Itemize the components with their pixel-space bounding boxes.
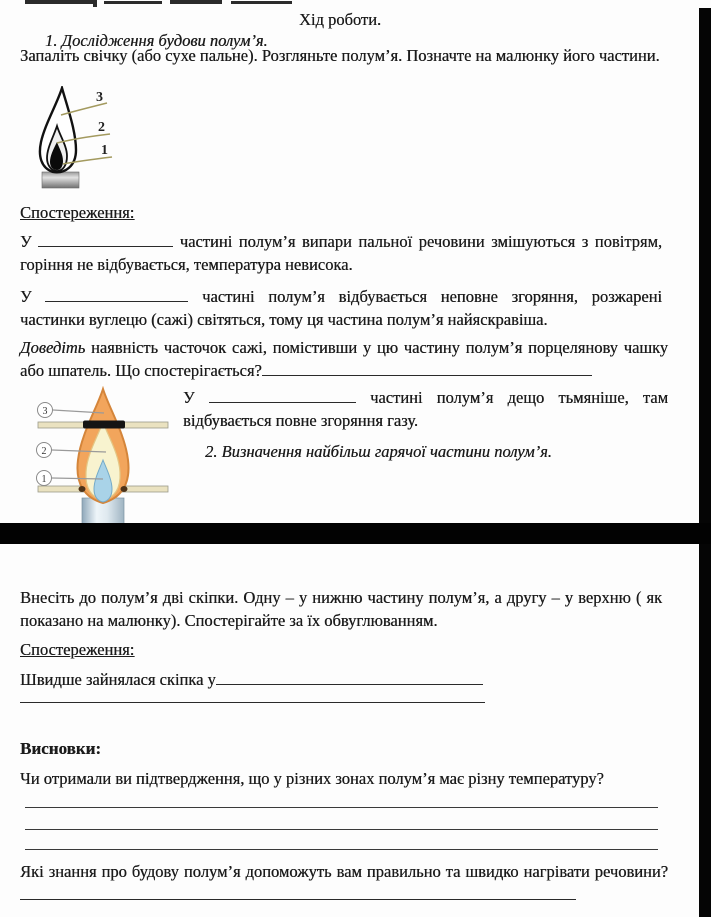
prove-rest: наявність часточок сажі, помістивши у цю частину полум’я порцелянову чашку або шпатель. Що спостерігається? — [20, 338, 669, 380]
burner-zone-label-3: 3 — [42, 406, 48, 417]
task-2-heading: 2. Визначення найбільш гарячої частини полум’я. — [205, 442, 552, 461]
blank-line — [20, 884, 576, 900]
blank-line — [262, 360, 592, 376]
fill-in-paragraph-2 — [20, 285, 662, 331]
fill3-lead: У — [183, 388, 195, 407]
task-2-instructions: Внесіть до полум’я дві скіпки. Одну – у нижню частину полум’я, а другу – у верхню ( як показано на малюнку). Спостерігайте за їх обвуглюванням. — [20, 588, 662, 630]
blank-line — [209, 387, 356, 403]
scan-edge-right — [699, 8, 711, 917]
answer-rule-1 — [25, 807, 658, 808]
answer-rule-3 — [25, 849, 658, 850]
conclusion-question-1: Чи отримали ви підтвердження, що у різних зонах полум’я має різну температуру? — [20, 769, 604, 788]
burner-flame-figure — [25, 386, 180, 526]
observations-heading-2: Спостереження: — [20, 640, 135, 659]
blank-line — [216, 669, 483, 685]
burner-zone-label-1: 1 — [41, 474, 47, 485]
task-1-instructions: Запаліть свічку (або сухе пальне). Розгляньте полум’я. Позначте на малюнку його частини. — [20, 46, 660, 65]
candle-flame-figure — [33, 86, 133, 192]
candle-zone-label-1: 1 — [101, 143, 108, 158]
blank-line — [38, 231, 173, 247]
blank-line — [20, 702, 485, 703]
observations-heading-1: Спостереження: — [20, 203, 135, 222]
candle-zone-label-3: 3 — [96, 90, 103, 105]
circled-zone-labels — [37, 403, 53, 486]
fill2-rest: частині полум’я відбувається неповне згоряння, розжарені частинки вуглецю (сажі) світяться, тому ця частина полум’я найяскравіша. — [20, 287, 663, 329]
splint-char-mark-left — [79, 486, 86, 492]
upper-splint-charred-segment — [83, 421, 125, 429]
fill3-rest: частині полум’я дещо тьмяніше, там відбувається повне згоряння газу. — [183, 388, 669, 430]
prove-paragraph — [20, 336, 668, 382]
answer-rule-2 — [25, 829, 658, 830]
conclusion-question-2 — [20, 860, 668, 906]
fill1-rest: частині полум’я випари пальної речовини змішуються з повітрям, горіння не відбувається, температура невисока. — [20, 232, 663, 274]
result-lead: Швидше зайнялася скіпка у — [20, 670, 216, 689]
fill1-lead: У — [20, 232, 32, 251]
splint-char-mark-right — [121, 486, 128, 492]
page-title: Хід роботи. — [298, 10, 382, 29]
task-1-heading: 1. Дослідження будови полум’я. — [45, 31, 268, 50]
conclusions-heading: Висновки: — [20, 739, 101, 758]
fill-in-paragraph-1 — [20, 230, 662, 276]
burner-zone-label-2: 2 — [41, 446, 47, 457]
fill-in-paragraph-3 — [183, 386, 668, 432]
candle-zone-label-2: 2 — [98, 120, 105, 135]
page-separator-band — [0, 523, 711, 544]
blank-line — [45, 286, 188, 302]
question2-lead: Які знання про будову полум’я допоможуть вам правильно та швидко нагрівати речовини? — [20, 862, 668, 881]
result-line — [20, 668, 670, 691]
prove-lead: Доведіть — [20, 338, 86, 357]
fill2-lead: У — [20, 287, 32, 306]
candle-base — [42, 172, 79, 188]
